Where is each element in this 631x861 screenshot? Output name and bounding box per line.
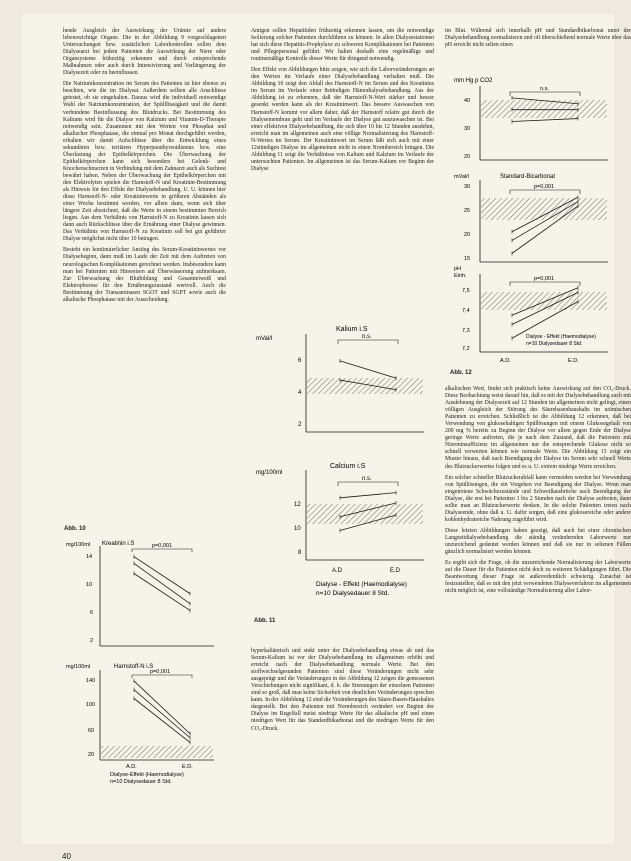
fig11-xlabel: A.D (332, 568, 343, 574)
fig11-panel2-ytick: 12 (294, 502, 301, 508)
fig12-panel1-normal-range (481, 100, 607, 118)
fig12-xlabel: A.D. (500, 358, 511, 364)
text-column-3-lower (445, 386, 631, 599)
fig12-panel1-significance-bracket (510, 92, 580, 96)
fig11-panel1-ytick: 6 (298, 358, 302, 364)
fig12-xlabel: E.D. (568, 358, 579, 364)
paragraph: hende Ausgleich der Auswirkung der Urämie auf andere lebenswichtige Organe. Die in der Abbildung 9 vorgeschlagenen Untersuchungen bzw. zusätzlichen Laborkontrollen sollen dem Dialysearzt bei jedem Patienten die Auswirkung der Niere oder Organsysteme frühzeitig erkennen und durch entsprechende Maßnahmen oder auch durch Intensivierung und Verlängerung der Dialysezeit oder zu beeinflussen. (63, 28, 226, 77)
fig12-panel2-ytick: 15 (464, 256, 471, 262)
fig12-caption: n=10 Dialysedauer 8 Std. (526, 341, 583, 347)
fig12-panel2-ytick: 30 (464, 184, 471, 190)
fig10-xlabel: E.D. (182, 764, 193, 770)
series-line-2 (134, 563, 190, 603)
fig12-panel2-ytick: 20 (464, 232, 471, 238)
fig11-panel1-ylabel: mVal/l (256, 336, 273, 342)
fig12-panel1-ytick: 20 (464, 154, 471, 160)
fig10-panel2-series (134, 679, 190, 745)
fig11-panel1-significance-bracket (338, 340, 398, 344)
fig10-xlabel: A.D. (126, 764, 137, 770)
fig10-panel1-ylabel: mg/100ml (66, 542, 91, 548)
series-line-2 (134, 690, 190, 738)
fig12-panel3-significance-bracket (510, 282, 580, 286)
fig12-panel2-ytick: 25 (464, 208, 471, 214)
fig12-panel3-significance: p=0,001 (534, 276, 555, 282)
fig12-caption: Dialyse - Effekt (Haemodialyse) (526, 334, 596, 340)
fig10-panel2-title: Harnstoff-N i.S (114, 664, 154, 670)
fig12-panel3-ytick: 7,2 (462, 346, 470, 352)
paragraph: hyperkaliämisch und sinkt unter der Dialysebehandlung etwas ab und das Serum-Kalium ist vor der Dialysebehandlung im allgemeinen erhöht und erreicht nach der Dialysebehandlung normale Werte. Bei den stoffwechselgesunden Patienten sind diese Veränderungen nicht sehr ausgeprägt und die Veränderungen in der Abbildung 12 zeigen die gemessenen Verschiebungen nicht signifikant, d. h. die Streuungen der einzelnen Patienten sind so groß, daß man keine Sicherheit von deutlichen Veränderungen sprechen kann. In der Abbildung 12 sind die Veränderungen des Säure-Basen-Haushaltes dargestellt. Bei den Patienten mit Normbereich verändert vor Beginn der Dialyse im Regelfall meist niedrige Werte für das alkalische pH und einen niedrigen Wert für das Standardbikarbonat und die niedrigen Werte für den CO₂-Druck. (251, 648, 434, 732)
paragraph: alkalischen Wert, findet sich praktisch keine Auswirkung auf den CO₂-Druck. Diese Beobachtung weist darauf hin, daß es mit der Dialysebehandlung auch mit Ausdehnung der Dialysezeit auf 12 Stunden im allgemeinen nicht gelingt, einen völligen Ausgleich der Störung des Säurebasenhaushalts im urämischen Patienten zu erreichen. Schließlich ist die Abbildung 12 erkennen, daß bei Verwendung von glukosehaltigen Spüllösungen mit einem Glukosegehalt von 200 mg % bereits zu Beginn der Dialyse vor allem gegen Ende der Dialyse geringe Werte auftreten, die je nach dem Zustand, daß die Patienten mit Niereninsuffizienz im allgemeinen nur die entsprechende Glukose nicht so schnell verwerten können wie normale Werte. Die Abbildung 13 zeigt ein Muster hinaus, daß nach Beendigung der Dialyse im Serum sehr schnell Werte des Blutzuckerwertes folgen und es u. U. extrem niedrige Werte erreichen. (445, 386, 631, 470)
paragraph: Antigen sollen Hepatitiden frühzeitig erkennen lassen, um die notwendige Isolierung solcher Patienten durchführen zu können. In allen Dialysestationen hat sich diese Hepatitis-Prophylaxe zu schweren Komplikationen bei Patienten und Pflegepersonal geführt. Wir halten deshalb eine regelmäßige und routinemäßige Kontrolle dieser Werte für dringend notwendig. (251, 28, 434, 63)
fig12-panel3-title: pH (454, 266, 462, 272)
series-line-0 (134, 681, 190, 734)
fig10-caption: Dialyse-Effekt (Haemodialyse) (110, 772, 184, 778)
fig12-panel3-normal-range (481, 292, 607, 310)
fig11-panel1-normal-range (307, 378, 423, 394)
fig11-xlabel: E.D (390, 568, 401, 574)
paragraph: Den Effekt von Abbildungen bitte zeigen, wie sich die Laborveränderungen an den Werten im Verlaufe einer Dialysebehandlung verhalten muß. Die Abbildung 10 zeigt den Abfall des Harnstoff-N im Serum und des Kreatinins im Serum im Verlaufe einer 8stündigen Hämodialysebehandlung. Aus der Abbildung ist zu erkennen, daß der Harnstoff-N-Wert stärker und besser gesenkt werden kann als der Kreatininwert. Das bessere Auswaschen von Harnstoff-N kommt vor allem daher, daß der Harnstoff relativ gut durch die Dialysemembran geht und im Verlaufe der Dialyse gut auszuwaschen ist. Bei einer effektiven Dialysebehandlung, die sich über 10 bis 12 Stunden ausdehnt, erreicht man im allgemeinen auch eine völlige Normalisierung des Harnstoff-N-Wertes im Serum. Der Kreatininwert im Serum läßt sich auch mit einer 12stündigen Dialyse im allgemeinen nicht in einen Normbereich bringen. Die Abbildung 11 zeigt die Verhältnisse von Kalium und Kalzium im Verlaufe der untersuchten Patienten. Im allgemeinen ist das Serum-Kalium vor Beginn der Dialyse (251, 67, 434, 172)
fig12-panel2-normal-range (481, 198, 607, 220)
fig10-panel2-normal-range (101, 746, 213, 758)
fig11-panel2-significance-bracket (338, 482, 398, 486)
fig11-panel2-ytick: 10 (294, 526, 301, 532)
fig10-panel2-significance: p=0,001 (150, 669, 171, 675)
fig11-panel1-ytick: 2 (298, 422, 302, 428)
journal-page (22, 14, 631, 861)
fig11-panel2-ytick: 8 (298, 550, 302, 556)
series-line-0 (134, 557, 190, 594)
fig11-panel1-significance: n.s. (362, 334, 372, 340)
paragraph: Es ergibt sich die Frage, ob die unzureichende Normalisierung der Laborwerte auf die Dauer für die Patienten nicht doch zu weiteren Schädigungen führt. Die Beantwortung dieser Frage ist außerordentlich schwierig. Zunächst ist festzustellen, daß es mit den jetzt verwendeten Dialyseverfahren im allgemeinen nicht möglich ist, eine vollständige Normalisierung aller Labor- (445, 560, 631, 595)
figure-12-label: Abb. 12 (450, 370, 472, 376)
fig11-caption: Dialyse - Effekt (Haemodialyse) (316, 581, 407, 588)
fig12-panel1-series (512, 96, 578, 124)
text-column-1 (63, 28, 226, 308)
fig11-panel2-title: Calcium i.S (330, 463, 366, 470)
fig12-panel3-ylabel: Einh. (454, 273, 467, 279)
fig10-panel2-ylabel: mg/100ml (66, 664, 91, 670)
fig10-panel1-ytick: 6 (90, 610, 94, 616)
fig12-panel2-title: Standard-Bicarbonat (500, 174, 556, 180)
fig12-panel1-significance: n.s. (540, 86, 549, 92)
fig10-panel2-ytick: 100 (86, 702, 96, 708)
fig10-panel2-ytick: 20 (88, 752, 95, 758)
fig12-panel3-ytick: 7,4 (462, 308, 470, 314)
fig10-panel1-ytick: 2 (90, 638, 94, 644)
text-column-2 (251, 28, 434, 177)
paragraph: Die Natriumkonzentration im Serum des Patienten ist hier ebenso zu beachten, wie die im Dialysat. Außerdem sollten alle Anschlüsse getestet, ob sie eingehalten. Daraus wird die individuell notwendige Wahl der Natriumkonzentration, der Spülflüssigkeit und die damit verbundene Beeinflussung des Blutdrucks. Bei Bestimmung des Kaliums wird für die Dialyse von Kalzium und Vitamin-D-Therapie notwendig sein. Zusammen mit den Werten von Phosphat und alkalischer Phosphatase, die einmal pro Monat durchgeführt werden, erhalten wir damit Aufschlüsse über die Entwicklung eines sekundären bzw. tertiären Hyperparathyreoidismus bzw. eine Überlastung der Epithelkörperchen. Die Überwachung der Epithelkörperchen kann sich besonders bei Gelenk- und Knochenschmerzen in Verbindung mit dem Zahnarzt auch als Suchtest bewährt haben. Neben der Überwachung der Epithelkörperchen mit den Elektrolyten spielen die Harnstoff-N und Kreatinin-Bestimmung als Hinweis für den Effekt der Dialysebehandlung. U. U. können hier diese Harnstoff-N- oder Kreatininwerte in größeren Abständen als einer Woche bestimmt werden, vor allem dann, wenn sich über längere Zeit abzeichnet, daß die Werte in einem bestimmten Bereich liegen. Aus dem Verhältnis von Harnstoff-N zu Kreatinin lassen sich dann auch Rückschlüsse über die Ernährung einer Dialyse gewinnen. Das Verhältnis von Harnstoff-N zu Kreatinin soll bei gut geführter Dialyse möglichst nicht über 10 betragen. (63, 81, 226, 243)
figure-11-label: Abb. 11 (254, 618, 276, 624)
fig12-panel1-title: mm Hg p CO2 (454, 78, 493, 84)
paragraph: Diese letzten Abbildungen haben gezeigt, daß auch bei einer chronischen Langzeitdialysebehandlung die ständig verändernden Laborwerte nur unzureichend gedeutet werden können und daß sie nur in seltenen Fällen gänzlich normalisiert werden können. (445, 527, 631, 556)
fig10-panel1-title: Kreatinin i.S (102, 541, 135, 547)
fig11-panel2-ylabel: mg/100ml (256, 470, 283, 476)
series-line-0 (340, 361, 396, 378)
fig12-panel2-significance-bracket (510, 190, 580, 194)
figure-12 (450, 74, 616, 374)
text-column-2-lower (251, 648, 434, 737)
text-column-3 (445, 28, 631, 53)
series-line-1 (134, 699, 190, 743)
series-line-1 (512, 119, 578, 122)
fig10-caption: n=10 Dialysedauer 8 Std. (110, 779, 172, 785)
fig10-panel2-ytick: 60 (88, 728, 95, 734)
figure-11 (254, 322, 436, 622)
fig10-panel2-significance-bracket (132, 675, 192, 678)
paragraph: im Blut. Während sich innerhalb pH und Standardbikarbonat unter der Dialysebehandlung normalisieren und oft überschießend normale Werte über das pH erreicht nicht selten einen (445, 28, 631, 49)
series-line-1 (134, 574, 190, 611)
fig12-panel1-ytick: 40 (464, 98, 471, 104)
fig10-panel1-significance: p=0,001 (152, 543, 173, 549)
fig11-panel2-significance: n.s. (362, 476, 372, 482)
fig12-panel3-ytick: 7,3 (462, 328, 470, 334)
fig10-panel1-ytick: 10 (86, 582, 93, 588)
fig12-panel2-ylabel: mVal/l (454, 174, 469, 180)
fig11-caption: n=10 Dialysedauer 8 Std. (316, 590, 390, 597)
fig10-panel2-ytick: 140 (86, 678, 96, 684)
series-line-0 (340, 493, 396, 498)
fig11-panel1-title: Kalium i.S (336, 326, 368, 333)
page-number: 40 (62, 852, 71, 861)
fig10-panel1-ytick: 14 (86, 554, 93, 560)
fig12-panel3-ytick: 7,5 (462, 288, 470, 294)
fig10-panel1-series (134, 555, 190, 613)
paragraph: Besteht ein kontinuierlicher Anstieg des Serum-Kreatininwertes vor Dialysebeginn, dann muß im Laufe der Zeit mit dem Auftreten von neurologischen Komplikationen gerechnet werden. Insbesondere kann man bei Patienten mit Hinweisen auf Überwässerung aufmerksam. Zur Überwachung der Blutbildung und Gesamteiweiß und Elektrophorese für den Ernährungszustand wertvoll. Auch die Bestimmung der Transaminasen SGOT und SGPT sowie auch die alkalische Phosphatase mit der Ausscheidung. (63, 247, 226, 303)
fig12-panel2-significance: p=0,001 (534, 184, 555, 190)
fig11-panel1-ytick: 4 (298, 390, 302, 396)
paragraph: Ein solcher schneller Blutzuckerabfall kann vermeiden werden bei Verwendung von Spüllösungen, die ein Vorgehen vor Beendigung der Dialyse. Wenn man eingetretene Schwächezustände und Schweißausbrüche nach Beendigung der Dialyse, die erst bei Patienten 1 bis 2 Stunden nach der Dialyse auftreten, dann sollte man an Blutzuckerwerte denken. In die solche Patienten treten nach Dialyseende, ohne daß u. U. dafür sorgen, daß eine glukosereiche oder andere kohlenhydratreiche Nahrung zugeführt wird. (445, 474, 631, 523)
fig12-panel1-ytick: 30 (464, 126, 471, 132)
figure-10 (64, 536, 224, 786)
figure-10-label: Abb. 10 (64, 526, 86, 532)
fig10-panel1-significance-bracket (132, 549, 192, 552)
fig11-panel2-normal-range (307, 504, 423, 524)
